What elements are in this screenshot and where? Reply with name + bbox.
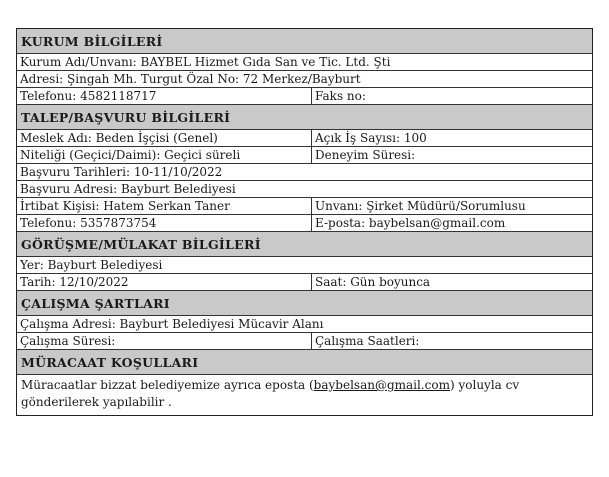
basvuru-tarihleri: Başvuru Tarihleri: 10-11/10/2022 [20,164,223,179]
kurum-fax: Faks no: [311,88,592,104]
kurum-header: KURUM BİLGİLERİ [17,29,592,53]
section-header-talep [17,104,592,129]
talep-eposta: E-posta: baybelsan@gmail.com [311,215,592,231]
calisma-adres-row [17,315,592,332]
talep-meslek-row [17,129,592,146]
calisma-sure-row [17,332,592,349]
kurum-phone: Telefonu: 4582118717 [20,88,157,103]
muracaat-text-after: ) yoluyla cv gönderilerek yapılabilir . [21,378,520,409]
muracaat-header: MÜRACAAT KOŞULLARI [17,350,592,374]
muracaat-text [17,375,592,415]
kurum-address: Adresi: Şingah Mh. Turgut Özal No: 72 Merkez/Bayburt [20,71,361,86]
talep-adres-row [17,180,592,197]
acik-is-sayisi: Açık İş Sayısı: 100 [311,130,592,146]
kurum-name-row [17,53,592,70]
unvani: Unvanı: Şirket Müdürü/Sorumlusu [311,198,592,214]
kurum-name: Kurum Adı/Unvanı: BAYBEL Hizmet Gıda San ve Tic. Ltd. Şti [20,54,391,69]
section-header-calisma [17,290,592,315]
calisma-saatleri: Çalışma Saatleri: [311,333,592,349]
section-header-kurum [17,29,592,53]
gorusme-yer-row [17,256,592,273]
kurum-phone-row [17,87,592,104]
calisma-suresi: Çalışma Süresi: [20,333,116,348]
job-posting-form [16,28,593,416]
gorusme-saat: Saat: Gün boyunca [311,274,592,290]
talep-irtibat-row [17,197,592,214]
talep-telefon-row [17,214,592,231]
talep-nitelik-row [17,146,592,163]
gorusme-tarih-row [17,273,592,290]
gorusme-header: GÖRÜŞME/MÜLAKAT BİLGİLERİ [17,232,592,256]
calisma-adresi: Çalışma Adresi: Bayburt Belediyesi Mücavir Alanı [20,316,324,331]
basvuru-adresi: Başvuru Adresi: Bayburt Belediyesi [20,181,236,196]
muracaat-text-before: Müracaatlar bizzat belediyemize ayrıca eposta ( [21,378,314,392]
section-header-gorusme [17,231,592,256]
talep-header: TALEP/BAŞVURU BİLGİLERİ [17,105,592,129]
kurum-address-row [17,70,592,87]
gorusme-yer: Yer: Bayburt Belediyesi [20,257,163,272]
meslek-adi: Meslek Adı: Beden İşçisi (Genel) [20,130,218,145]
muracaat-email-link[interactable]: baybelsan@gmail.com [313,378,450,392]
gorusme-tarih: Tarih: 12/10/2022 [20,274,129,289]
calisma-header: ÇALIŞMA ŞARTLARI [17,291,592,315]
niteligi: Niteliği (Geçici/Daimi): Geçici süreli [20,147,241,162]
muracaat-text-row [17,374,592,415]
talep-telefon: Telefonu: 5357873754 [20,215,157,230]
deneyim-suresi: Deneyim Süresi: [311,147,592,163]
section-header-muracaat [17,349,592,374]
irtibat-kisisi: İrtibat Kişisi: Hatem Serkan Taner [20,198,230,213]
talep-tarih-row [17,163,592,180]
